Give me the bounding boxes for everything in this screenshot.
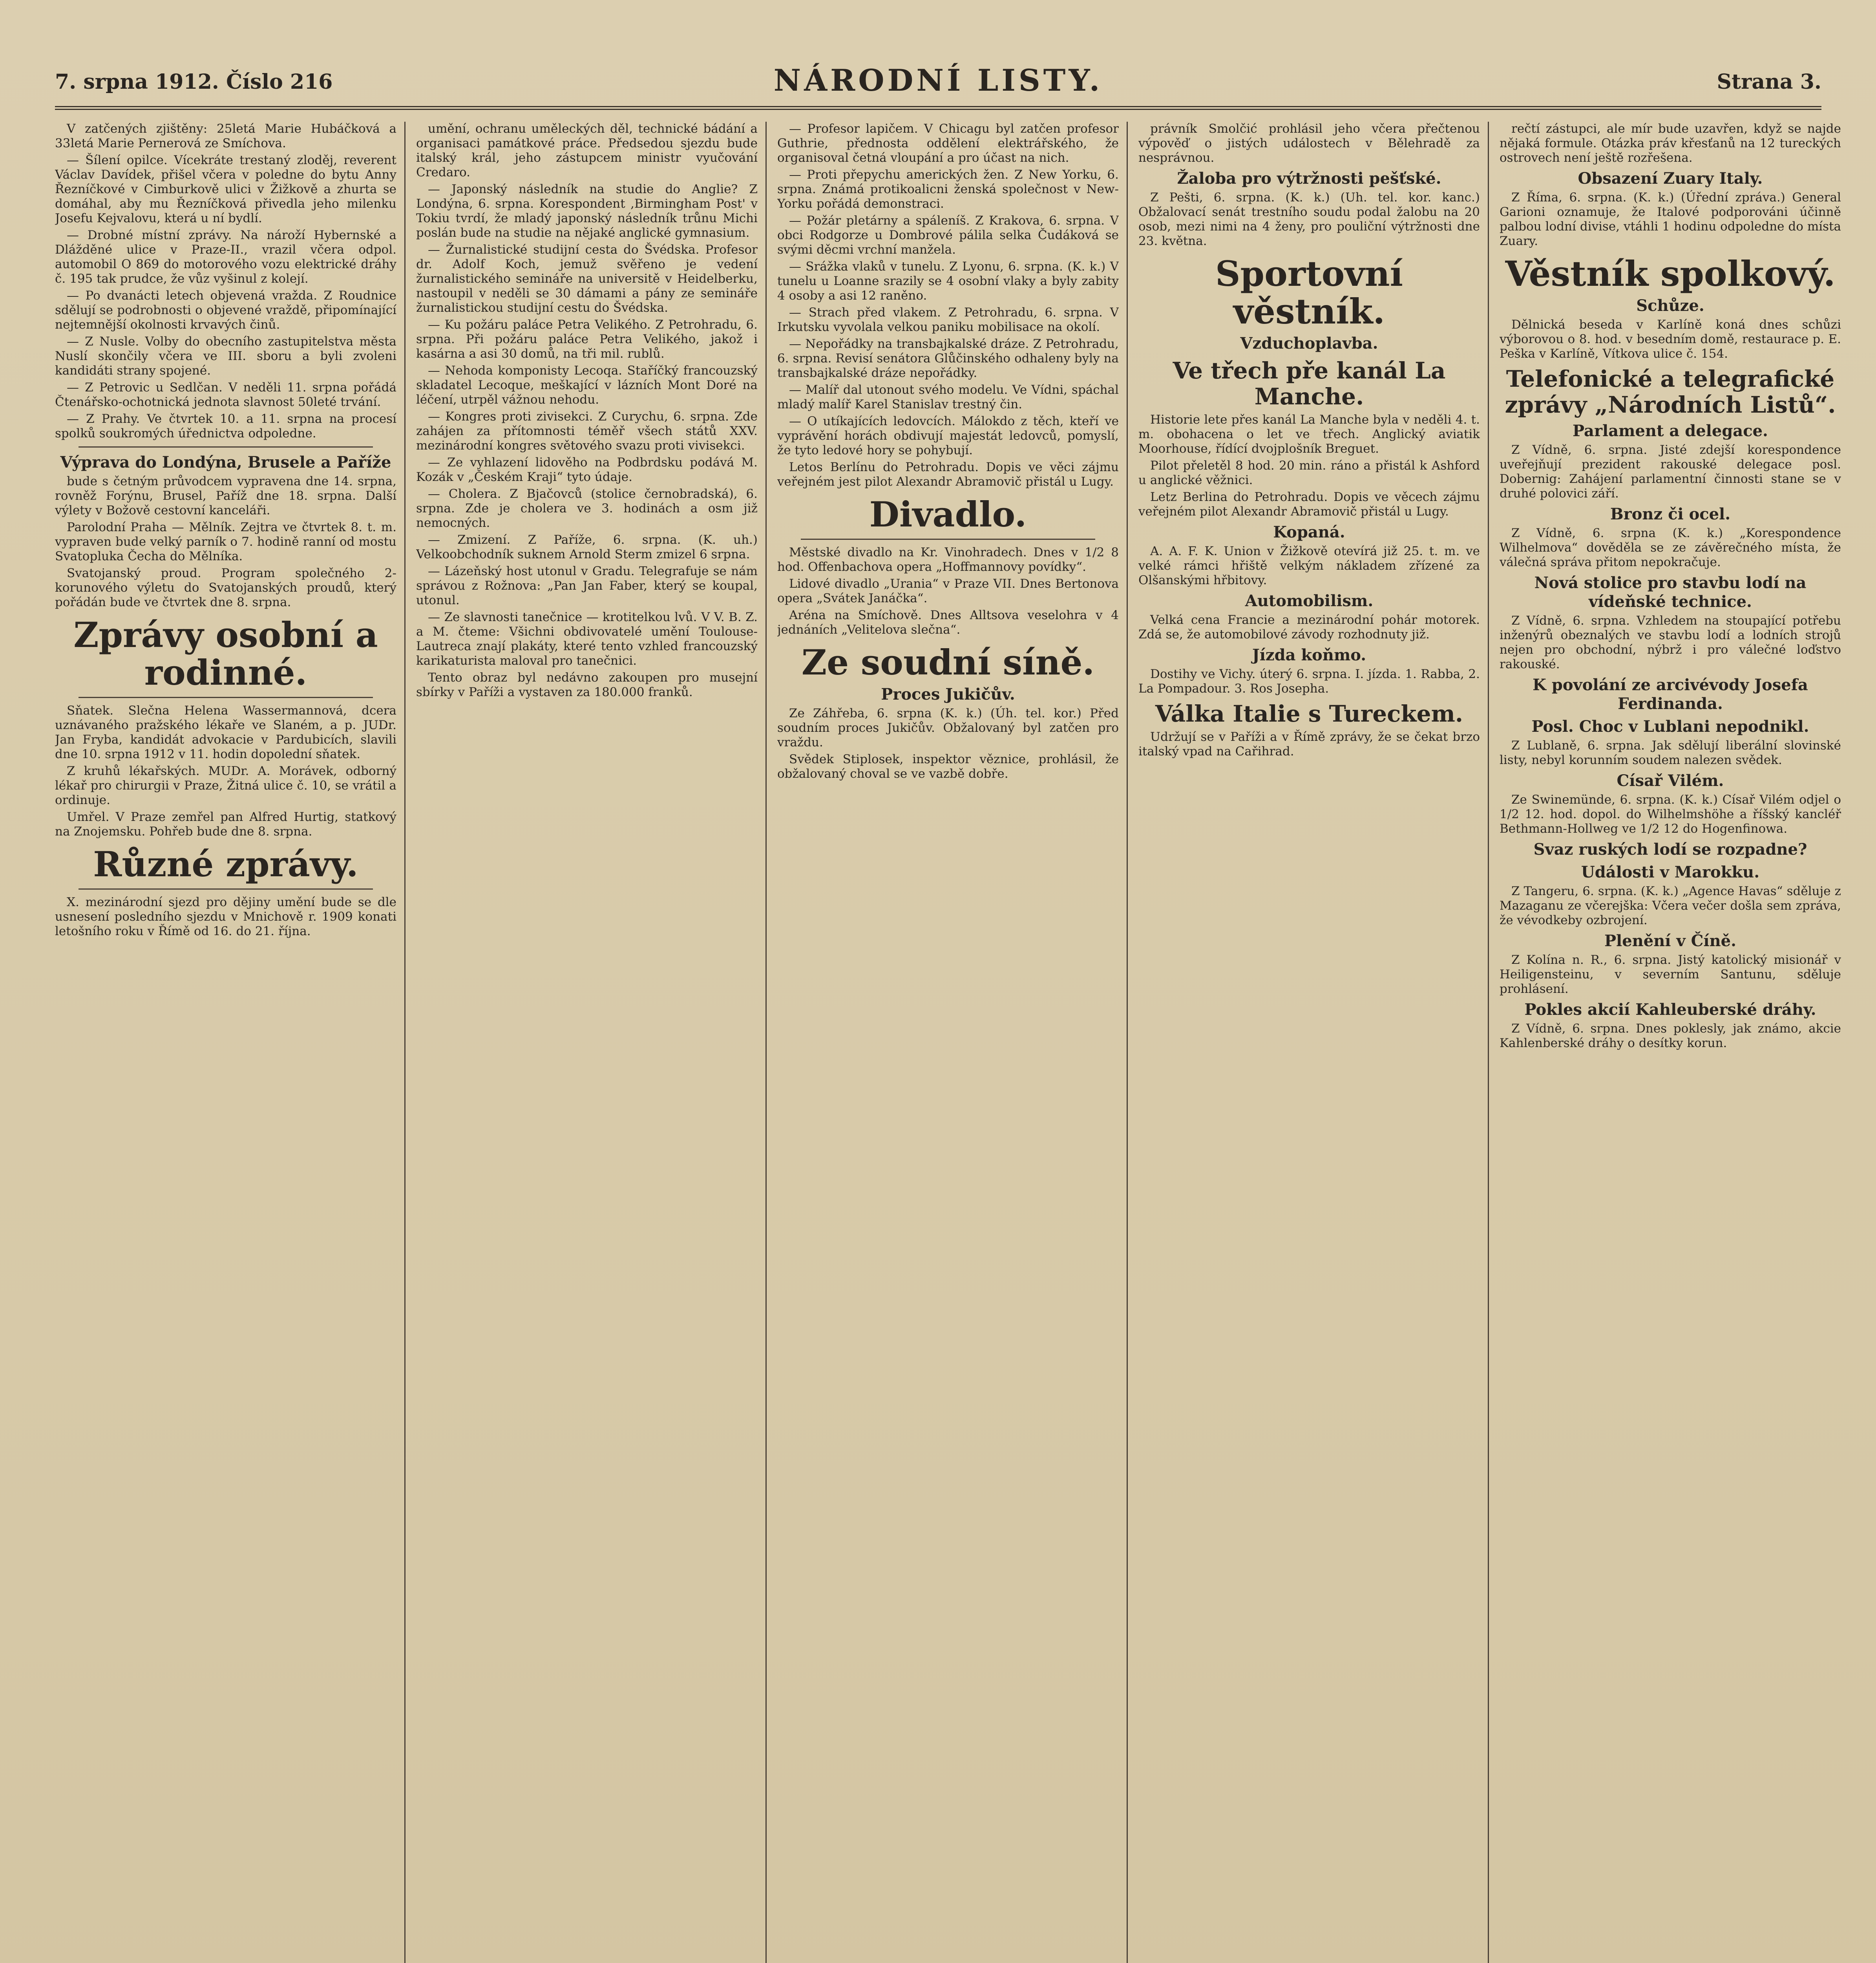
section-heading: Zprávy osobní a rodinné. [73,614,378,693]
article-text: — Z Petrovic u Sedlčan. V neděli 11. srpna pořádá Čtenářsko-ochotnická jednota slavnost 50leté trvání. [55,380,396,409]
article-text: — Ku požáru paláce Petra Velikého. Z Petrohradu, 6. srpna. Při požáru paláce Petra Velikého, jakož i kasárna a asi 30 domů, na tři mil. rublů. [416,318,758,361]
article-text: — Nepořádky na transbajkalské dráze. Z Petrohradu, 6. srpna. Revisí senátora Glůčinského odhaleny byly na transbajkalské dráze nepořádky. [777,337,1119,380]
article-text: Z Říma, 6. srpna. (K. k.) (Úřední zpráva.) General Garioni oznamuje, že Italové podporováni účinně palbou lodní divise, vtáhli 1 hodinu odpoledne do místa Zuary. [1500,190,1841,248]
subsection-heading: Schůze. [1636,296,1704,315]
article-text: — Kongres proti zivisekci. Z Curychu, 6. srpna. Zde zahájen za přítomnosti téměř všech států XXV. mezinárodní kongres světového svazu proti vivisekci. [416,409,758,453]
article-text: umění, ochranu uměleckých děl, technické bádání a organisaci památkové práce. Předsedou sjezdu bude italský král, jeho zástupcem ministr vyučování Credaro. [416,122,758,179]
column-2 [416,122,758,1963]
article-text: právník Smolčić prohlásil jeho včera přečtenou výpověď o jistých událostech v Bělehradě za nesprávnou. [1138,122,1480,165]
article-text: Z Tangeru, 6. srpna. (K. k.) „Agence Havas“ sděluje z Mazaganu ze včerejška: Včera večer došla sem zpráva, že vévodkeby ozbrojení. [1500,884,1841,927]
article-text: Historie lete přes kanál La Manche byla v neděli 4. t. m. obohacena o let ve třech. Anglický aviatik Moorhouse, řídící dvojplošník Breguet. [1138,413,1480,456]
article-text: — Ze vyhlazení lidověho na Podbrdsku podává M. Kozák v „Českém Kraji“ tyto údaje. [416,455,758,484]
subsection-heading: Proces Jukičův. [881,685,1015,704]
article-text: — Požár pletárny a spáleníš. Z Krakova, 6. srpna. V obci Rodgorze u Dombrové pálila selka Čudáková se svými děcmi vrchní manžela. [777,214,1119,257]
column-rule [404,122,406,1963]
article-text: A. A. F. K. Union v Žižkově otevírá již 25. t. m. ve velké rámci hřiště velkým nákladem zřízené za Olšanskými hřbitovy. [1138,544,1480,587]
section-heading: Telefonické a telegrafické zprávy „Národních Listů“. [1505,366,1836,418]
column-5 [1500,122,1841,1963]
section-heading: Divadlo. [869,494,1027,535]
article-text: Z Pešti, 6. srpna. (K. k.) (Uh. tel. kor. kanc.) Obžalovací senát trestního soudu podal žalobu na 20 osob, mezi nimi na 4 ženy, pro pouliční výtržnosti dne 23. května. [1138,190,1480,248]
article-text: — Z Nusle. Volby do obecního zastupitelstva města Nuslí skončily včera ve III. sboru a byli zvoleni kandidáti strany spojené. [55,334,396,378]
article-text: Z Kolína n. R., 6. srpna. Jistý katolický misionář v Heiligensteinu, v severním Santunu, sděluje prohlásení. [1500,953,1841,996]
article-text: — Proti přepychu amerických žen. Z New Yorku, 6. srpna. Známá protikoalicni ženská společnost v New-Yorku pořádá demonstraci. [777,168,1119,211]
article-text: Ze Záhřeba, 6. srpna (K. k.) (Úh. tel. kor.) Před soudním proces Jukičův. Obžalovaný byl zatčen pro vraždu. [777,706,1119,749]
section-heading: Žaloba pro výtržnosti pešťské. [1177,169,1441,188]
article-text: Svatojanský proud. Program společného 2-korunového výletu do Svatojanských proudů, který pořádán bude ve čtvrtek dne 8. srpna. [55,566,396,609]
article-text: Z kruhů lékařských. MUDr. A. Morávek, odborný lékař pro chirurgii v Praze, Žitná ulice č. 10, se vrátil a ordinuje. [55,764,396,807]
subsection-heading: Císař Vilém. [1617,771,1724,790]
article-text: Z Vídně, 6. srpna. Dnes poklesly, jak známo, akcie Kahlenberské dráhy o desítky korun. [1500,1022,1841,1050]
article-text: bude s četným průvodcem vypravena dne 14. srpna, rovněž Forýnu, Brusel, Paříž dne 18. srpna. Další výlety v Božově cestovní kanceláři. [55,474,396,517]
column-rule [1488,122,1489,1963]
article-text: — Po dvanácti letech objevená vražda. Z Roudnice sdělují se podrobnosti o objevené vraždě, připomínající nejtemnější okolnosti krvavých činů. [55,289,396,332]
article-text: Lidové divadlo „Urania“ v Praze VII. Dnes Bertonova opera „Svátek Janáčka“. [777,577,1119,605]
subsection-heading: Bronz či ocel. [1610,505,1731,523]
article-text: Z Lublaně, 6. srpna. Jak sdělují liberální slovinské listy, nebyl korunním soudem nalezen svědek. [1500,738,1841,767]
article-text: Z Vídně, 6. srpna. Vzhledem na stoupající potřebu inženýrů obeznalých ve stavbu lodí a lodních strojů nejen pro obchodní, nýbrž i pro válečné loďstvo rakouské. [1500,614,1841,671]
divider [79,888,373,890]
issue-date: 7. srpna 1912. Číslo 216 [55,70,333,94]
article-text: — Ze slavnosti tanečnice — krotitelkou lvů. V V. B. Z. a M. čteme: Všichni obdivovatelé umění Toulouse-Lautreca znají plakáty, které tento vzhled francouzský karikaturista maloval pro tanečnici. [416,610,758,668]
divider [801,539,1095,540]
divider [79,446,373,448]
article-text: — Malíř dal utonout svého modelu. Ve Vídni, spáchal mladý malíř Karel Stanislav trestný čin. [777,383,1119,411]
section-heading: Různé zprávy. [93,844,358,885]
article-text: Sňatek. Slečna Helena Wassermannová, dcera uznávaného pražského lékaře ve Slaném, a p. JUDr. Jan Fryba, kandidát advokacie v Pardubicích, slavili dne 10. srpna 1912 v 11. hodin dopolední sňatek. [55,704,396,761]
article-text: — Drobné místní zprávy. Na nároží Hybernské a Dlážděné ulice v Praze-II., vrazil včera odpol. automobil O 869 do motorového vozu elektrické dráhy č. 195 tak prudce, že vůz vyšinul z kolejí. [55,228,396,286]
subsection-heading: Kopaná. [1273,523,1345,541]
article-text: — Profesor lapičem. V Chicagu byl zatčen profesor Guthrie, přednosta oddělení elektrářského, že organisoval četná vloupání a pro účast na nich. [777,122,1119,165]
article-text: Parolodní Praha — Mělník. Zejtra ve čtvrtek 8. t. m. vypraven bude velký parník o 7. hodině ranní od mostu Svatopluka Čecha do Mělníka. [55,520,396,563]
page-header [55,59,1821,110]
article-text: Svědek Stiplosek, inspektor věznice, prohlásil, že obžalovaný choval se ve vazbě dobře. [777,752,1119,781]
section-heading: Válka Italie s Tureckem. [1155,700,1463,727]
section-heading: Výprava do Londýna, Brusele a Paříže [60,453,391,472]
article-text: V zatčených zjištěny: 25letá Marie Hubáčková a 33letá Marie Pernerová ze Smíchova. [55,122,396,150]
article-text: Tento obraz byl nedávno zakoupen pro musejní sbírky v Paříži a vystaven za 180.000 franků. [416,671,758,699]
subsection-heading: K povolání ze arcivévody Josefa Ferdinanda. [1533,676,1808,713]
section-heading: Sportovní věstník. [1215,253,1403,332]
column-4 [1138,122,1480,1963]
article-text: — Zmizení. Z Paříže, 6. srpna. (K. uh.) Velkoobchodník suknem Arnold Sterm zmizel 6 srpna. [416,533,758,561]
article-text: Umřel. V Praze zemřel pan Alfred Hurtig, statkový na Znojemsku. Pohřeb bude dne 8. srpna. [55,810,396,839]
article-text: — Nehoda komponisty Lecoqa. Staříčký francouzský skladatel Lecoque, meškající v lázních Mont Doré na léčení, utrpěl vážnou nehodu. [416,364,758,407]
subsection-heading: Vzduchoplavba. [1240,334,1378,353]
article-text: Pilot přeletěl 8 hod. 20 min. ráno a přistál k Ashford u anglické věžnici. [1138,459,1480,487]
article-text: Dostihy ve Vichy. úterý 6. srpna. I. jízda. 1. Rabba, 2. La Pompadour. 3. Ros Josepha. [1138,667,1480,696]
article-text: Z Vídně, 6. srpna. Jisté zdejší korespondence uveřejňují prezident rakouské delegace posl. Dobernig: Zahájení parlamentní činnosti stane se v druhé polovici září. [1500,443,1841,501]
section-heading: Ze soudní síně. [801,642,1095,683]
article-text: — Lázeňský host utonul v Gradu. Telegrafuje se nám správou z Rožnova: „Pan Jan Faber, který se koupal, utonul. [416,564,758,607]
article-text: — Žurnalistické studijní cesta do Švédska. Profesor dr. Adolf Koch, jemuž svěřeno je vedení žurnalistického semináře na universitě v Heidelberku, nastoupil v neděli se 30 dámami a pány ze semináře žurnalistickou studijní cestu do Švédska. [416,243,758,315]
subsection-heading: Parlament a delegace. [1573,422,1768,440]
newspaper-title: NÁRODNÍ LISTY. [773,63,1103,98]
subsection-heading: Automobilism. [1245,592,1374,610]
article-text: — Cholera. Z Bjačovců (stolice černobradská), 6. srpna. Zde je cholera ve 3. hodinách a osm již nemocných. [416,487,758,530]
page-number: Strana 3. [1717,70,1821,94]
article-text: Z Vídně, 6. srpna (K. k.) „Korespondence Wilhelmova“ dověděla se ze závěrečného místa, že válečná správa přitom nepokračuje. [1500,526,1841,569]
column-rule [1127,122,1128,1963]
subsection-heading: Posl. Choc v Lublani nepodnikl. [1531,717,1809,736]
article-text: — Z Prahy. Ve čtvrtek 10. a 11. srpna na procesí spolků soukromých úřednictva odpoledne. [55,412,396,440]
article-text: Ze Swinemünde, 6. srpna. (K. k.) Císař Vilém odjel o 1/2 12. hod. dopol. do Wilhelmshöhe a říšský kancléř Bethmann-Hollweg ve 1/2 12 do Hogenfinowa. [1500,793,1841,836]
article-text: — Srážka vlaků v tunelu. Z Lyonu, 6. srpna. (K. k.) V tunelu u Loanne srazily se 4 osobní vlaky a byly zabity 4 osoby a asi 12 raněno. [777,260,1119,303]
subsection-heading: Jízda koňmo. [1252,646,1366,664]
subsection-heading: Ve třech pře kanál La Manche. [1173,357,1446,410]
subsection-heading: Události v Marokku. [1581,863,1760,881]
article-text: Velká cena Francie a mezinárodní pohár motorek. Zdá se, že automobilové závody rozhodnuty již. [1138,613,1480,642]
subsection-heading: Plenění v Číně. [1604,932,1737,950]
column-1 [55,122,396,1963]
article-text: Udržují se v Paříži a v Římě zprávy, že se čekat brzo italský vpad na Cařihrad. [1138,730,1480,759]
article-text: — Strach před vlakem. Z Petrohradu, 6. srpna. V Irkutsku vyvolala velkou paniku mobilisace na okolí. [777,305,1119,334]
article-text: X. mezinárodní sjezd pro dějiny umění bude se dle usnesení posledního sjezdu v Mnichově r. 1909 konati letošního roku v Římě od 16. do 21. října. [55,895,396,938]
subsection-heading: Nová stolice pro stavbu lodí na vídeňské technice. [1534,574,1807,611]
article-text: — Japonský následník na studie do Anglie? Z Londýna, 6. srpna. Korespondent ,Birmingham Post' v Tokiu tvrdí, že mladý japonský následník trůnu Michi poslán bude na studie na nějaké anglické gymnasium. [416,182,758,240]
article-text: Letos Berlínu do Petrohradu. Dopis ve věci zájmu veřejném jest pilot Alexandr Abramovič přistál u Lugy. [777,460,1119,489]
section-heading: Obsazení Zuary Italy. [1578,169,1763,188]
column-rule [765,122,767,1963]
subsection-heading: Svaz ruských lodí se rozpadne? [1533,840,1807,859]
subsection-heading: Pokles akcií Kahleuberské dráhy. [1524,1000,1816,1019]
article-text: — Šílení opilce. Vícekráte trestaný zloděj, reverent Václav Davídek, přišel včera v poledne do bytu Anny Řezníčkové v Cimburkově ulici v Žižkově a zhurta se domáhal, aby mu Řezníčková přivedla jeho milenku Josefu Kejvalovu, která u ní bydlí. [55,153,396,225]
article-text: Aréna na Smíchově. Dnes Alltsova veselohra v 4 jednáních „Velitelova slečna“. [777,608,1119,637]
column-3 [777,122,1119,1963]
article-text: — O utíkajících ledovcích. Málokdo z těch, kteří ve vyprávění horách obdivují majestát ledovců, pomyslí, že tyto ledové hory se pohybují. [777,414,1119,457]
article-text: rečtí zástupci, ale mír bude uzavřen, když se najde nějaká formule. Otázka práv křesťanů na 12 tureckých ostrovech není ještě rozřešena. [1500,122,1841,165]
article-text: Dělnická beseda v Karlíně koná dnes schůzi výborovou o 8. hod. v besedním domě, restaurace p. E. Peška v Karlíně, Vítkova ulice č. 154. [1500,318,1841,361]
section-heading: Věstník spolkový. [1505,253,1836,294]
article-text: Letz Berlina do Petrohradu. Dopis ve věcech zájmu veřejném pilot Alexandr Abramovič přistál u Lugy. [1138,490,1480,519]
article-text: Městské divadlo na Kr. Vinohradech. Dnes v 1/2 8 hod. Offenbachova opera „Hoffmannovy povídky“. [777,545,1119,574]
divider [79,697,373,698]
